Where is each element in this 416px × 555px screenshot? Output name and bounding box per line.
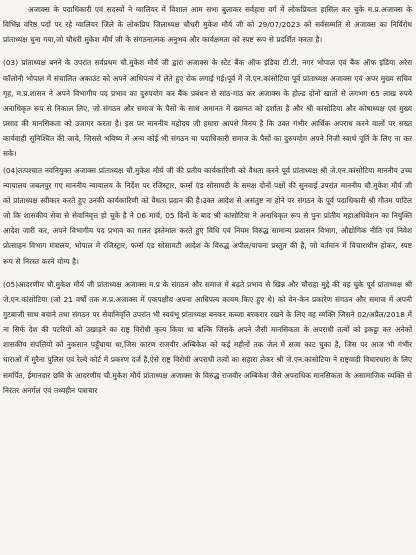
paragraph-03: (03) प्रांताध्यक्ष बनने के उपरांत सर्वप्रथम चौ.मुकेश मौर्य जी द्वारा अजाक्स के स्टेट बैंक ऑफ इंडिया टी.टी. नगर भोपाल एवं बैंक ऑफ इंडिया अरेरा कॉलोनी भोपाल में संचालित अकाउंट को अपने आधिपत्य में लेते हुए रोक लगाई गई।पूर्व में जे.एन.कांसोटिया पूर्व प्रांताध्यक्ष अजाक्स एवं अपर मुख्य सचिव गृह, म.प्र.शासन ने अपने विभागीय पद प्रभाव का दुरुपयोग कर बैंक प्रबंधन से सांठ-गांठ कर अजाक्स के होल्ड दोनों खातों से लगभग 65 लाख रुपये अनाधिकृत रूप से निकाल लिए, जो संगठन और समाज के पैसों के साथ अमानत में ख्यानत को दर्शाता है और श्री कांसोटिया और कोषाध्यक्ष एवं मुख्य प्रसाद की मानसिकता को उजागर करता है। इस पर माननीय महोदय जी हमारा आपसे विनय है कि उक्त गंभीर आर्थिक अपराध करने वालों पर सख्त कार्यवाही सुनिश्चित की जावे, जिससे भविष्य में अन्य कोई भी संगठन या पदाधिकारी समाज के पैसों का दुरुपयोग अपने निजी स्वार्थ पूर्ति के लिए ना कर सके। [3, 58, 412, 159]
paragraph-05: (05)आदरणीय चौ.मुकेश मौर्य जी प्रांताध्यक्ष अजाक्स म.प्र के संगठन और समाज में बढ़ते प्रभाव से खिन्न और चौराहा मुद्दे की वह चुके पूर्व प्रांताध्यक्ष श्री जे.एन.कांसोटिया (जो 21 वर्षों तक म.प्र.अजाक्स में एकपक्षीय अपना आधिपत्य कायम किए हुए थे) को वेन-केन प्रकारेण संगठन और समाज में अपनी गुटबाजी साथ बचाने तथा संगठन पर सेवानिवृत्ति उपरांत भी स्वयंभू प्रांताध्यक्ष बनकर कब्जा बरकरार रखने के लिए वह व्यक्ति जिसने 02/अप्रैल/2018 में ना सिर्फ देश की पटरियों को उखाड़ने का राष्ट्र विरोधी कृत्य किया था बल्कि जिसके अपने जैसी मानसिकता के अपराधी तत्वों को इकट्ठा कर अनेकों शासकीय संपत्तियों को नुकसान पहुँचाया था,जिस कारण राजवीर अम्बिकेश को कई महीनों तक जेल में सजा काट चुका है, जिस पर आज भी गंभीर धाराओं में मुरैना पुलिस एवं रेल्वे कोर्ट में प्रकरण दर्ज है,ऐसे राष्ट्र विरोधी अपराधी तत्वों का सहारा लेकर श्री जे.एन.कांसोटिया ने राष्ट्रवादी विचारधारा के लिए समर्पित, ईमानदार छवि के आदरणीय चौ.मुकेश मौर्य प्रांताध्यक्ष अजाक्स के विरुद्ध राजवीर अम्बिकेश जैसे अपराधिक मानसिकता के असामाजिक व्यक्ति से निरंतर अनर्गल एवं तथ्यहीन पत्राचार [3, 279, 412, 395]
paragraph-04: (04)तत्पश्चात नवनियुक्त अजाक्स प्रांताध्यक्ष चौ.मुकेश मौर्य जी की प्रतीय कार्यकारिणी को वैधता करने पूर्व प्रांताध्यक्ष श्री जे.एन.कांसोटिया माननीय उच्च न्यायालय जबलपुर गए माननीय न्यायालय के निर्देश पर रजिस्ट्रार, फर्म्स एंड सोसायटी के समक्ष दोनों पक्षों की सुनवाई उपरांत माननीय चौ.मुकेश मौर्य जी को प्रांताध्यक्ष स्वीकार करते हुए उनकी कार्यकारिणी को वैधता प्रदान की है।उक्त आदेश से असंतुष्ट ना होने पर संगठन के पूर्व पदाधिकारी श्री गौतम पाटिल जो कि शासकीय सेवा से सेवानिवृत्त हो चुके है ने 06 मार्च, 05 दिनों के बाद श्री कांसोटिया ने अनाधिकृत रूप से पुनः प्रांतीय महाअधिवेशन का नियुक्ति आदेश जारी कर, अपने विभागीय पद प्रभाव का गलत इस्तेमाल करते हुए विधि एवं नियम विरुद्ध सामान्य प्रशासन विभाग, औद्योगिक नीति एवं निवेश प्रोत्साहन विभाग मंत्रालय, भोपाल में रजिस्ट्रार, फर्म्स एंड सोसायटी आदेश के विरुद्ध अपील/याचना प्रस्तुत की है, जो वर्तमान में विचाराधीन होकर, स्पष्ट रूप से निरस्त करने योग्य है। [3, 165, 412, 266]
intro-paragraph: अजाक्स के पदाधिकारी एवं सदस्यों ने ग्वालियर में विशाल आम सभा बुलाकर सर्वहारा वर्ग में लोकप्रियता हासिल कर चुके म.प्र.अजाक्स के विभिन्न वरिष्ठ पदों पर रहे ग्वालियर जिले के लोकप्रिय जिलाध्यक्ष चौधरी मुकेश मौर्य जी को 29/07/2023 को सर्वसम्मति से अजाक्स का निर्विरोध प्रांताध्यक्ष चुना गया,जो चौधरी मुकेश मौर्य जी के संगठनात्मक अनुभव और कार्यक्षमता को स्पष्ट रूप से प्रदर्शित करता है। [3, 5, 412, 45]
